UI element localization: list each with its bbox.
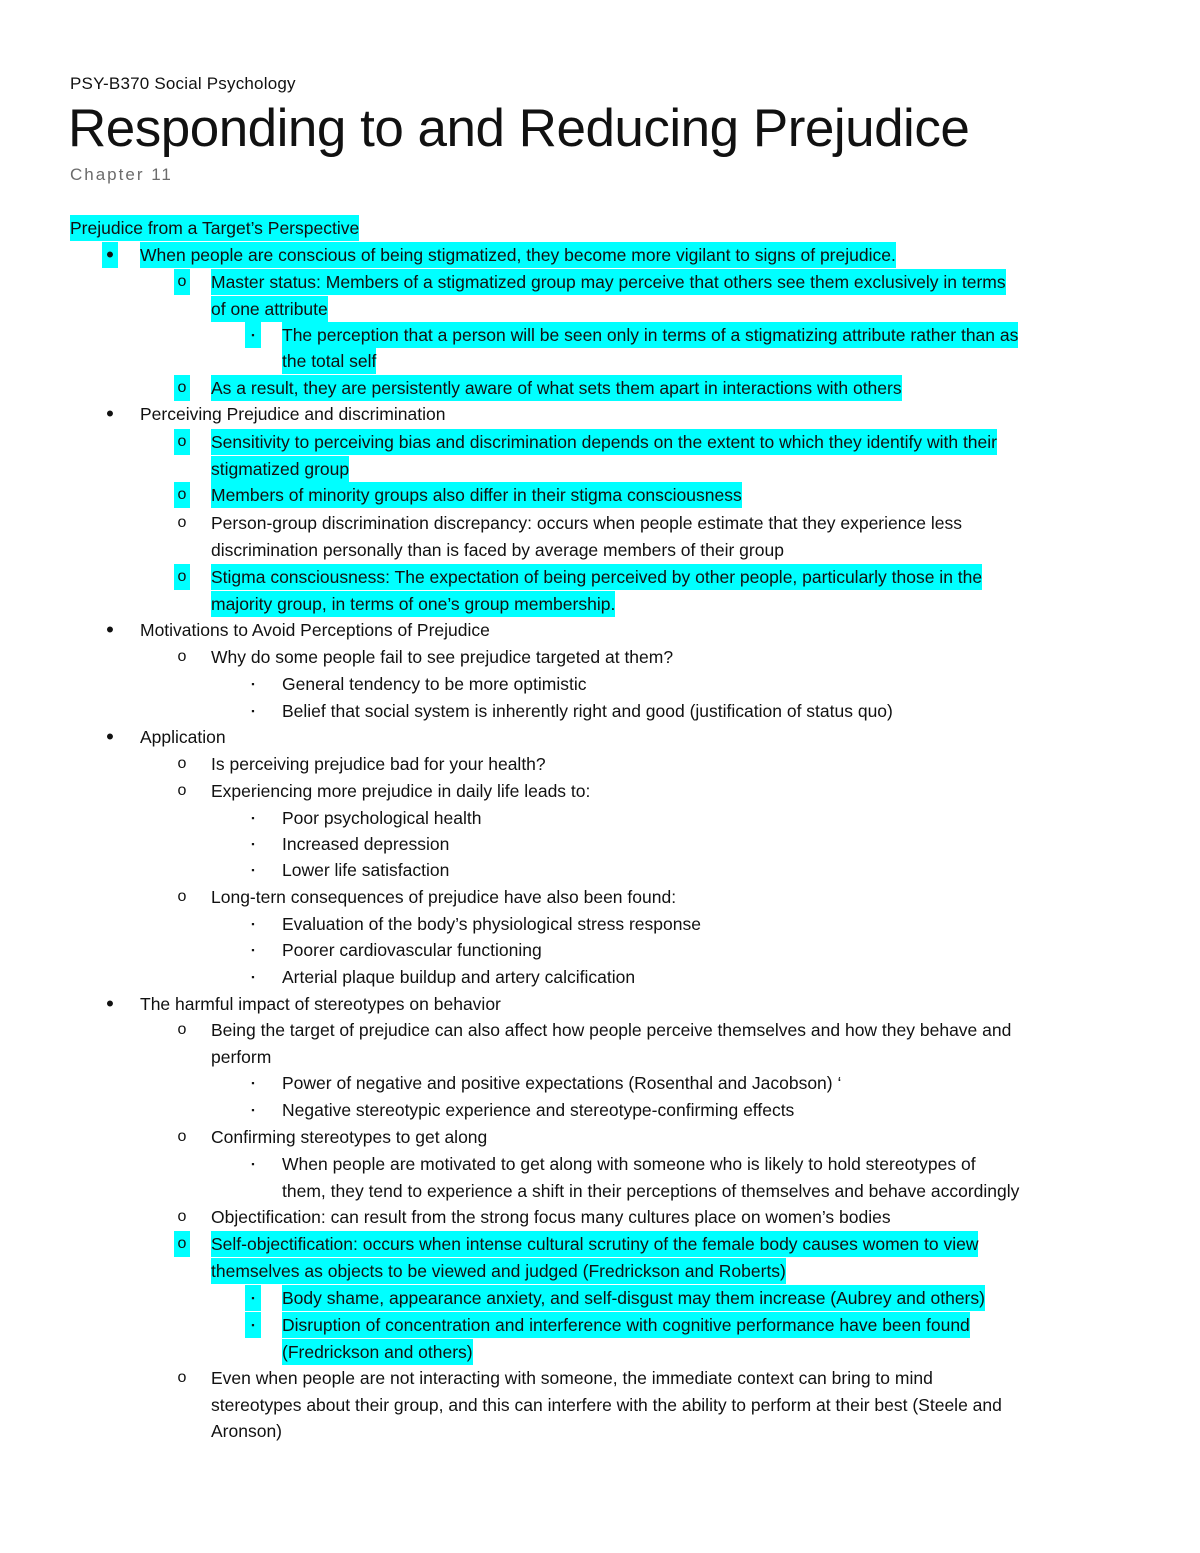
bullet-square: ▪ bbox=[251, 865, 255, 875]
bullet-circle: o bbox=[174, 1231, 190, 1257]
list-item: Disruption of concentration and interference with cognitive performance have been found bbox=[282, 1312, 970, 1338]
bullet-circle: o bbox=[177, 888, 187, 905]
list-item: Perceiving Prejudice and discrimination bbox=[140, 404, 446, 424]
bullet-circle: o bbox=[177, 1021, 187, 1038]
list-item-continuation: of one attribute bbox=[211, 296, 328, 322]
list-item: Belief that social system is inherently right and good (justification of status quo) bbox=[282, 701, 893, 721]
bullet-square: ▪ bbox=[251, 1105, 255, 1115]
bullet-circle: o bbox=[177, 755, 187, 772]
list-item: Why do some people fail to see prejudice targeted at them? bbox=[211, 647, 674, 667]
list-item-continuation: themselves as objects to be viewed and judged (Fredrickson and Roberts) bbox=[211, 1258, 786, 1284]
bullet-dot: • bbox=[106, 724, 114, 749]
document-title: Responding to and Reducing Prejudice bbox=[68, 99, 970, 158]
list-item: Long-tern consequences of prejudice have also been found: bbox=[211, 887, 677, 907]
list-item: Self-objectification: occurs when intense cultural scrutiny of the female body causes women to view bbox=[211, 1231, 978, 1257]
course-name: PSY-B370 Social Psychology bbox=[70, 74, 296, 93]
list-item: When people are conscious of being stigmatized, they become more vigilant to signs of prejudice. bbox=[140, 242, 896, 268]
list-item-continuation: discrimination personally than is faced by average members of their group bbox=[211, 540, 784, 560]
bullet-circle: o bbox=[174, 269, 190, 295]
list-item-continuation: Aronson) bbox=[211, 1421, 283, 1441]
list-item: Members of minority groups also differ in their stigma consciousness bbox=[211, 482, 742, 508]
list-item: Stigma consciousness: The expectation of being perceived by other people, particularly those in the bbox=[211, 564, 982, 590]
bullet-square: ▪ bbox=[245, 1312, 261, 1338]
bullet-square: ▪ bbox=[251, 813, 255, 823]
bullet-square: ▪ bbox=[251, 706, 255, 716]
list-item-continuation: (Fredrickson and others) bbox=[282, 1339, 473, 1365]
section-heading: Prejudice from a Target’s Perspective bbox=[70, 215, 359, 241]
list-item: Lower life satisfaction bbox=[282, 860, 450, 880]
bullet-dot: • bbox=[106, 401, 114, 426]
bullet-circle: o bbox=[177, 514, 187, 531]
list-item: Experiencing more prejudice in daily life leads to: bbox=[211, 781, 591, 801]
list-item: Body shame, appearance anxiety, and self-disgust may them increase (Aubrey and others) bbox=[282, 1285, 985, 1311]
list-item: Increased depression bbox=[282, 834, 450, 854]
bullet-square: ▪ bbox=[251, 839, 255, 849]
list-item: Motivations to Avoid Perceptions of Prejudice bbox=[140, 620, 490, 640]
bullet-circle: o bbox=[177, 1208, 187, 1225]
bullet-dot: • bbox=[106, 991, 114, 1016]
list-item: Poor psychological health bbox=[282, 808, 482, 828]
bullet-circle: o bbox=[177, 648, 187, 665]
list-item: Evaluation of the body’s physiological stress response bbox=[282, 914, 701, 934]
bullet-square: ▪ bbox=[251, 945, 255, 955]
list-item: The perception that a person will be seen only in terms of a stigmatizing attribute rather than as bbox=[282, 322, 1018, 348]
bullet-circle: o bbox=[177, 1369, 187, 1386]
list-item: Master status: Members of a stigmatized group may perceive that others see them exclusively in terms bbox=[211, 269, 1006, 295]
bullet-dot: • bbox=[102, 242, 118, 268]
bullet-circle: o bbox=[174, 564, 190, 590]
list-item: Negative stereotypic experience and stereotype-confirming effects bbox=[282, 1100, 795, 1120]
list-item: Arterial plaque buildup and artery calcification bbox=[282, 967, 636, 987]
list-item: Objectification: can result from the strong focus many cultures place on women’s bodies bbox=[211, 1207, 891, 1227]
bullet-square: ▪ bbox=[251, 919, 255, 929]
list-item: As a result, they are persistently aware of what sets them apart in interactions with others bbox=[211, 375, 902, 401]
list-item-continuation: stigmatized group bbox=[211, 456, 349, 482]
bullet-square: ▪ bbox=[245, 1285, 261, 1311]
bullet-square: ▪ bbox=[251, 1159, 255, 1169]
bullet-circle: o bbox=[174, 429, 190, 455]
list-item: Person-group discrimination discrepancy: occurs when people estimate that they experience less bbox=[211, 513, 962, 533]
list-item: When people are motivated to get along with someone who is likely to hold stereotypes of bbox=[282, 1154, 976, 1174]
list-item: Is perceiving prejudice bad for your health? bbox=[211, 754, 546, 774]
list-item: Being the target of prejudice can also affect how people perceive themselves and how they behave and bbox=[211, 1020, 1012, 1040]
list-item: Sensitivity to perceiving bias and discrimination depends on the extent to which they identify with their bbox=[211, 429, 997, 455]
list-item: Application bbox=[140, 727, 226, 747]
chapter-subtitle: Chapter 11 bbox=[70, 165, 173, 184]
bullet-dot: • bbox=[106, 617, 114, 642]
list-item: General tendency to be more optimistic bbox=[282, 674, 587, 694]
bullet-square: ▪ bbox=[251, 679, 255, 689]
list-item: Poorer cardiovascular functioning bbox=[282, 940, 542, 960]
list-item-continuation: majority group, in terms of one’s group membership. bbox=[211, 591, 615, 617]
bullet-circle: o bbox=[177, 782, 187, 799]
list-item: Even when people are not interacting with someone, the immediate context can bring to mind bbox=[211, 1368, 933, 1388]
list-item: The harmful impact of stereotypes on behavior bbox=[140, 994, 501, 1014]
list-item-continuation: stereotypes about their group, and this can interfere with the ability to perform at their best (Steele and bbox=[211, 1395, 1002, 1415]
bullet-square: ▪ bbox=[245, 322, 261, 348]
bullet-square: ▪ bbox=[251, 972, 255, 982]
list-item-continuation: perform bbox=[211, 1047, 272, 1067]
bullet-circle: o bbox=[174, 482, 190, 508]
list-item: Confirming stereotypes to get along bbox=[211, 1127, 488, 1147]
list-item: Power of negative and positive expectations (Rosenthal and Jacobson) ‘ bbox=[282, 1073, 842, 1093]
bullet-circle: o bbox=[177, 1128, 187, 1145]
bullet-square: ▪ bbox=[251, 1078, 255, 1088]
list-item-continuation: the total self bbox=[282, 348, 376, 374]
bullet-circle: o bbox=[174, 375, 190, 401]
list-item-continuation: them, they tend to experience a shift in their perceptions of themselves and behave accordingly bbox=[282, 1181, 1020, 1201]
